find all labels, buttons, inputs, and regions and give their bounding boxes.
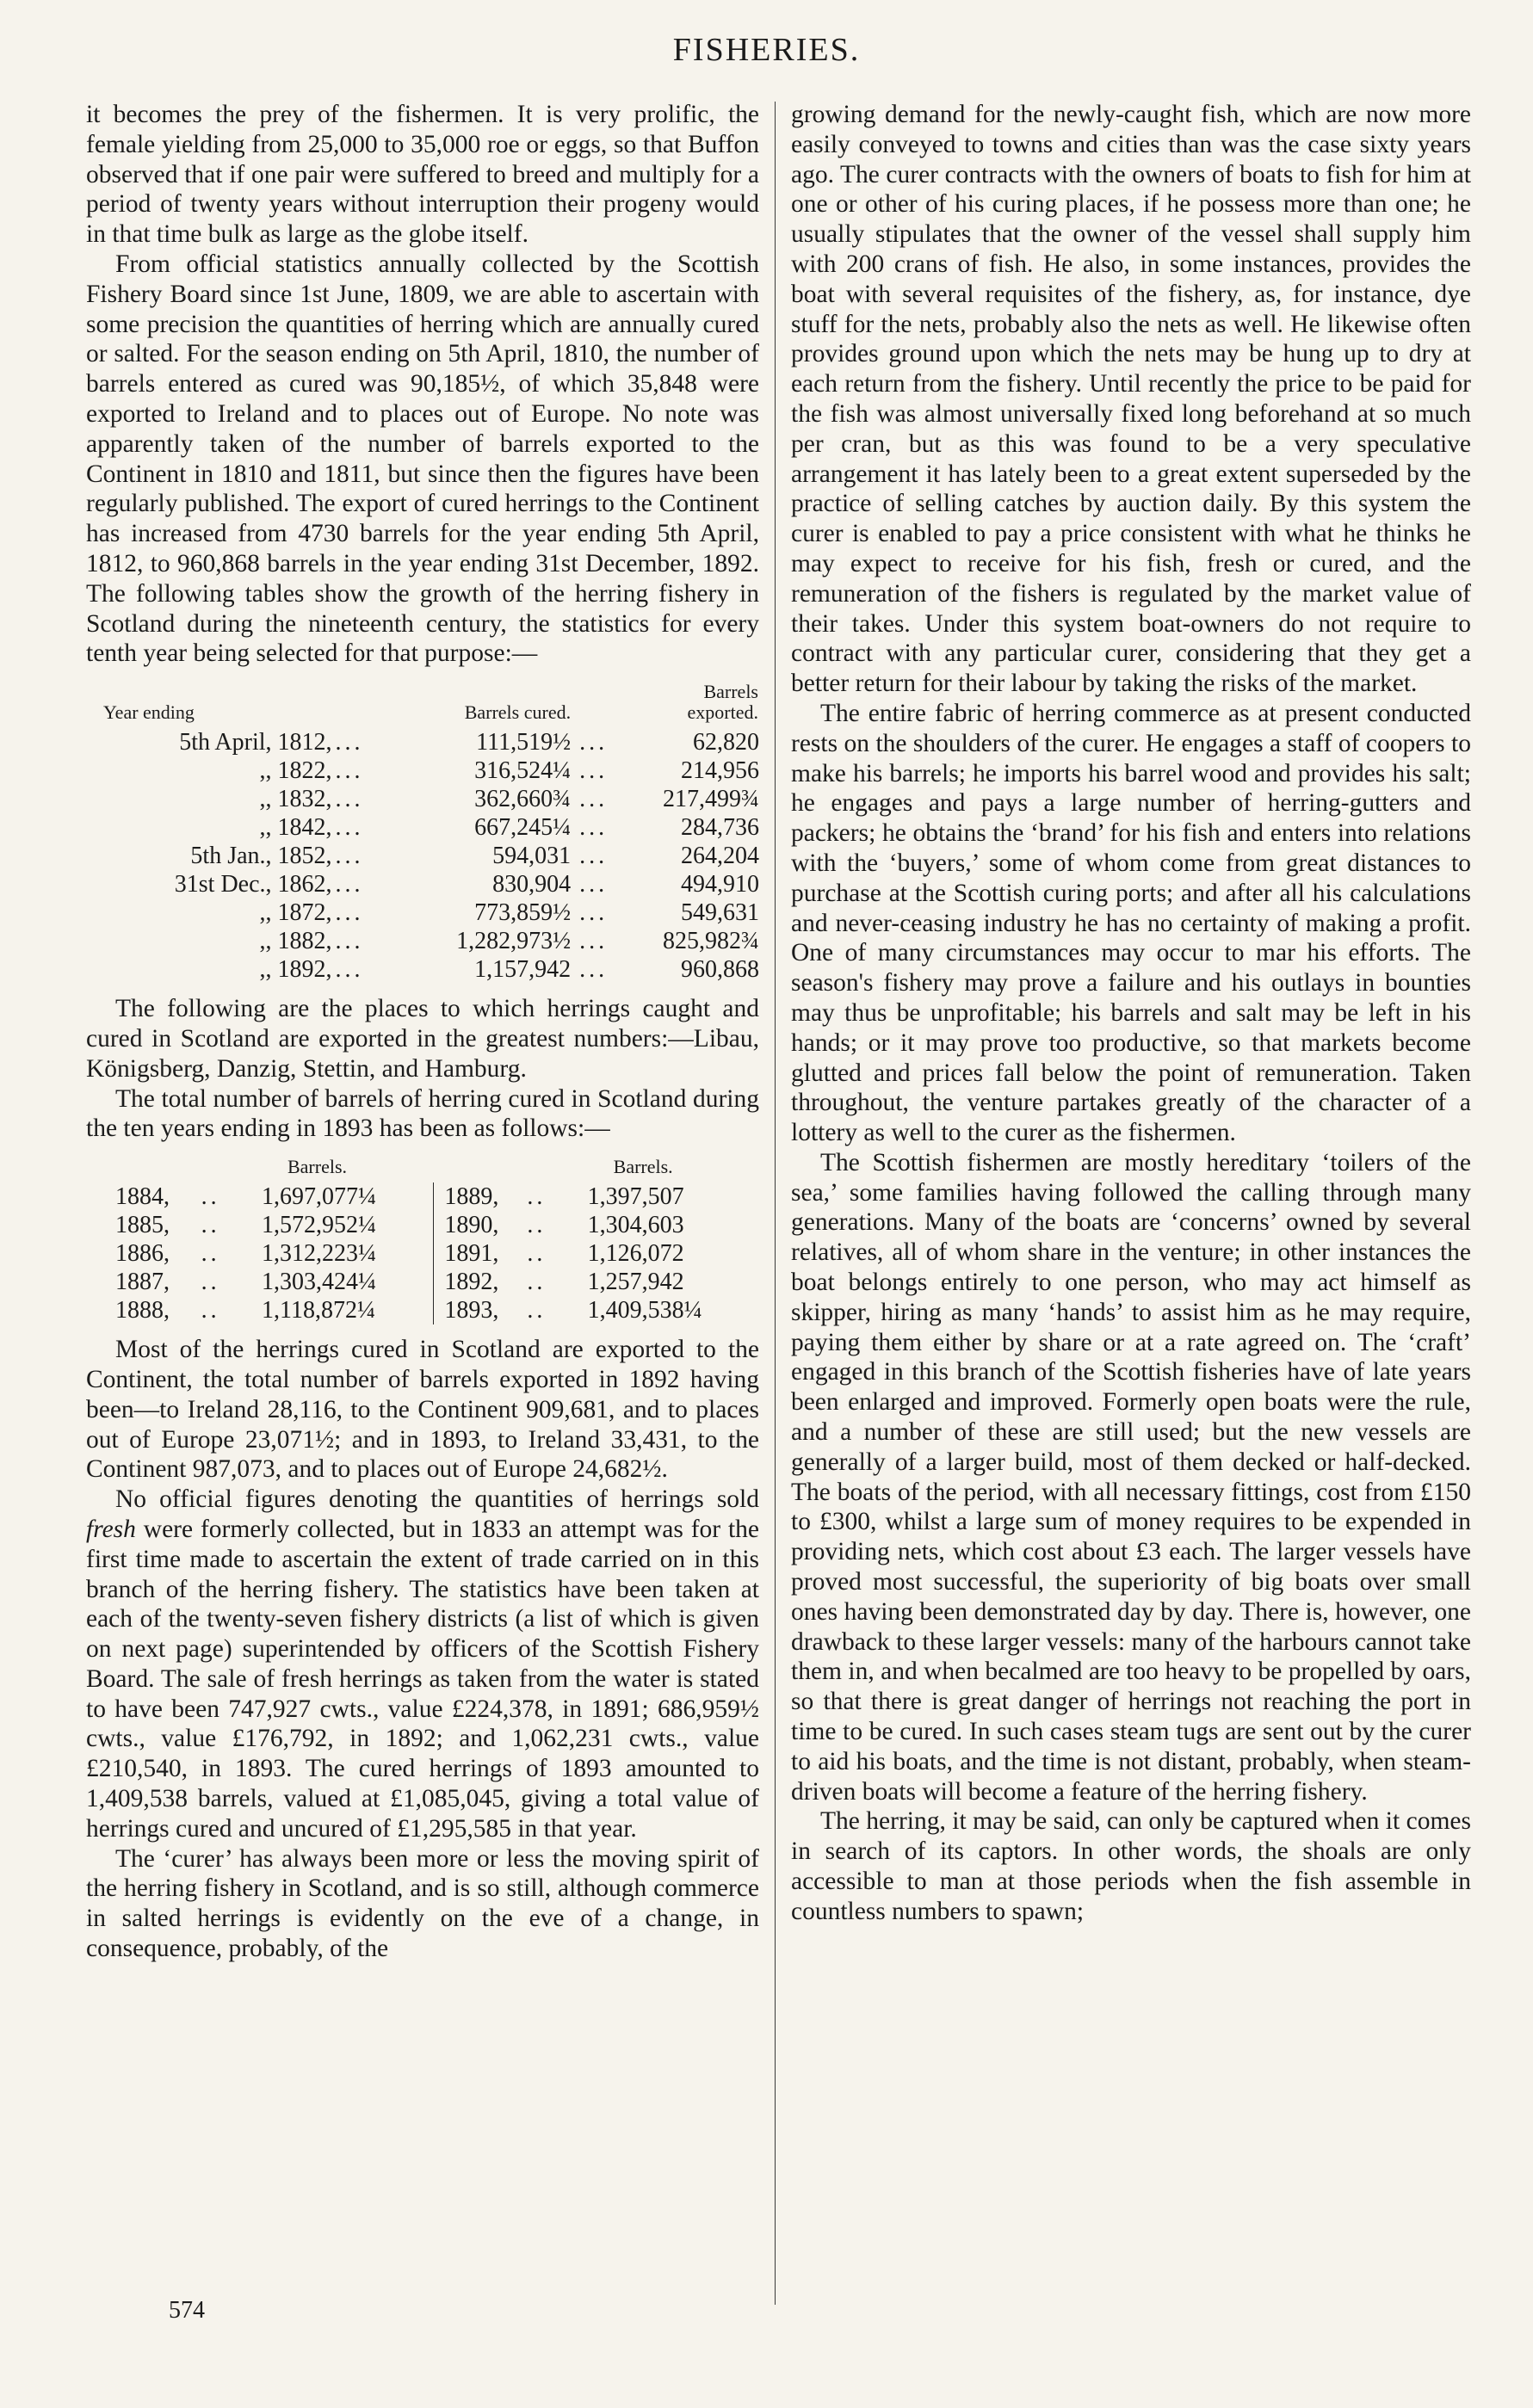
column-header-exported: Barrels exported.: [687, 681, 758, 724]
paragraph: Most of the herrings cured in Scotland are exported to the Continent, the total number of barrels exported in 1892 having been—to Ireland 28,116, to the Continent 909,681, and to places out of Europe 23,071½; and in 1893, to Ireland 33,431, to the Continent 987,073, and to places out of Europe 24,682½.: [86, 1336, 759, 1484]
column-header-cured: Barrels cured.: [464, 701, 572, 724]
paragraph: growing demand for the newly-caught fish, which are now more easily conveyed to towns and cities than was the case sixty years ago. The curer contracts with the owners of boats to fish for him at one or other of his curing places, if he possess more than one; he usually stipulates that the owner of the vessel shall supply him with 200 crans of fish. He also, in some instances, provides the boat with several requisites of the fishery, as, for instance, dye stuff for the nets, probably also the nets as well. He likewise often provides ground upon which the nets may be hung up to dry at each return from the fishery. Until recently the price to be paid for the fish was almost universally fixed long beforehand at so much per cran, but as this was found to be a very speculative arrangement it has lately been to a great extent superseded by the practice of selling catches by auction daily. By this system the curer is enabled to pay a price consistent with what he thinks he may expect to receive for his fish, fresh or cured, and the remuneration of the fishers is regulated by the market value of their takes. Under this system boat-owners do not require to contract with any particular curer, considering that they get a better return for their labour by taking the risks of the market.: [791, 101, 1471, 698]
table-row: ,, 1882, ... 1,282,973½ ... 825,982¾: [259, 928, 759, 955]
paragraph: The ‘curer’ has always been more or less the moving spirit of the herring fishery in Scotland, and is so still, although commerce in salted herrings is evidently on the eve of a change, in consequence, probably, of the: [86, 1844, 759, 1963]
table-row: 5th April, 1812, ... 111,519½ ... 62,820: [179, 729, 759, 756]
paragraph: it becomes the prey of the fishermen. It is very prolific, the female yielding from 25,000 to 35,000 roe or eggs, so that Buffon observed that if one pair were suffered to breed and multiply for a period of twenty years without interruption their progeny would in that time bulk as large as the globe itself.: [86, 101, 759, 249]
table-row: 1888, .. 1,118,872¼ 1893, .. 1,409,538¼: [115, 1297, 702, 1324]
table-row: 1886, .. 1,312,223¼ 1891, .. 1,126,072: [115, 1240, 684, 1268]
barrels-cured-table: [86, 1156, 759, 1324]
table-row: ,, 1872, ... 773,859½ ... 549,631: [259, 899, 759, 927]
paragraph: No official figures denoting the quantities of herrings sold fresh were formerly collected, but in 1833 an attempt was for the first time made to ascertain the extent of trade carried on in this branch of the herring fishery. The statistics have been taken at each of the twenty-seven fishery districts (a list of which is given on next page) superintended by officers of the Scottish Fishery Board. The sale of fresh herrings as taken from the water is stated to have been 747,927 cwts., value £224,378, in 1891; 686,959½ cwts., value £176,792, in 1892; and 1,062,231 cwts., value £210,540, in 1893. The cured herrings of 1893 amounted to 1,409,538 barrels, valued at £1,085,045, giving a total value of herrings cured and uncured of £1,295,585 in that year.: [86, 1485, 759, 1843]
table-row: 31st Dec., 1862, ... 830,904 ... 494,910: [174, 871, 759, 898]
running-header: FISHERIES.: [672, 32, 861, 68]
paragraph: The following are the places to which herrings caught and cured in Scotland are exported in the greatest numbers:—Libau, Königsberg, Danzig, Stettin, and Hamburg.: [86, 995, 759, 1083]
paragraph: The total number of barrels of herring cured in Scotland during the ten years ending in 1893 has been as follows:—: [86, 1084, 759, 1143]
herring-growth-table: [86, 681, 759, 984]
column-divider: [775, 102, 776, 2305]
table-row: 1884, .. 1,697,077¼ 1889, .. 1,397,507: [115, 1183, 684, 1211]
right-column: [791, 100, 1471, 1927]
table-row: ,, 1892, ... 1,157,942 ... 960,868: [259, 956, 759, 984]
table-row: ,, 1822, ... 316,524¼ ... 214,956: [259, 757, 759, 785]
paragraph: The herring, it may be said, can only be captured when it comes in search of its captors. In other words, the shoals are only accessible to man at those periods when the fish assemble in countless numbers to spawn;: [791, 1807, 1471, 1925]
table-row: 5th Jan., 1852, ... 594,031 ... 264,204: [190, 843, 759, 870]
table-row: ,, 1842, ... 667,245¼ ... 284,736: [259, 814, 759, 842]
page-number: 574: [169, 2297, 205, 2324]
column-header-barrels: Barrels.: [613, 1156, 673, 1178]
emphasis: fresh: [86, 1515, 136, 1543]
paragraph: The entire fabric of herring commerce as at present conducted rests on the shoulders of the curer. He engages a staff of coopers to make his barrels; he imports his barrel wood and provides his salt; he engages and pays a large number of herring-gutters and packers; he obtains the ‘brand’ for his fish and enters into relations with the ‘buyers,’ some of whom come from great distances to purchase at the Scottish curing ports; and after all his calculations and never-ceasing industry he has no certainty of making a profit. One of many circumstances may occur to mar his efforts. The season's fishery may prove a failure and his outlays in bounties may thus be unprofitable; his barrels and salt may be left in his hands; or it may prove too productive, so that markets become glutted and prices fall below the point of remuneration. Taken throughout, the venture partakes greatly of the character of a lottery as well to the curer as the fishermen.: [791, 699, 1471, 1147]
table-row: ,, 1832, ... 362,660¾ ... 217,499¾: [259, 786, 759, 813]
column-header-year: Year ending: [103, 701, 195, 724]
column-header-barrels: Barrels.: [287, 1156, 348, 1178]
table-row: 1885, .. 1,572,952¼ 1890, .. 1,304,603: [115, 1212, 684, 1239]
table-row: 1887, .. 1,303,424¼ 1892, .. 1,257,942: [115, 1269, 684, 1296]
paragraph: From official statistics annually collected by the Scottish Fishery Board since 1st June, 1809, we are able to ascertain with some precision the quantities of herring which are annually cured or salted. For the season ending on 5th April, 1810, the number of barrels entered as cured was 90,185½, of which 35,848 were exported to Ireland and to places out of Europe. No note was apparently taken of the number of barrels exported to the Continent in 1810 and 1811, but since then the figures have been regularly published. The export of cured herrings to the Continent has increased from 4730 barrels for the year ending 5th April, 1812, to 960,868 barrels in the year ending 31st December, 1892. The following tables show the growth of the herring fishery in Scotland during the nineteenth century, the statistics for every tenth year being selected for that purpose:—: [86, 250, 759, 668]
paragraph: The Scottish fishermen are mostly hereditary ‘toilers of the sea,’ some families having followed the calling through many generations. Many of the boats are ‘concerns’ owned by several relatives, all of whom share in the venture; in other instances the boat belongs entirely to one person, who may act himself as skipper, hiring as many ‘hands’ to assist him as he may require, paying them either by share or at a rate agreed on. The ‘craft’ engaged in this branch of the Scottish fisheries have of late years been enlarged and improved. Formerly open boats were the rule, and a number of these are still used; but the new vessels are generally of a larger build, most of them decked or half-decked. The boats of the period, with all necessary fittings, cost from £150 to £300, whilst a large sum of money requires to be expended in providing nets, which cost about £3 each. The larger vessels have proved most successful, the superiority of big boats over small ones having been demonstrated day by day. There is, however, one drawback to these larger vessels: many of the harbours cannot take them in, and when becalmed are too heavy to be propelled by oars, so that there is great danger of herrings not reaching the port in time to be cured. In such cases steam tugs are sent out by the curer to aid his boats, and the time is not distant, probably, when steam-driven boats will become a feature of the herring fishery.: [791, 1148, 1471, 1806]
left-column: [86, 100, 759, 1964]
